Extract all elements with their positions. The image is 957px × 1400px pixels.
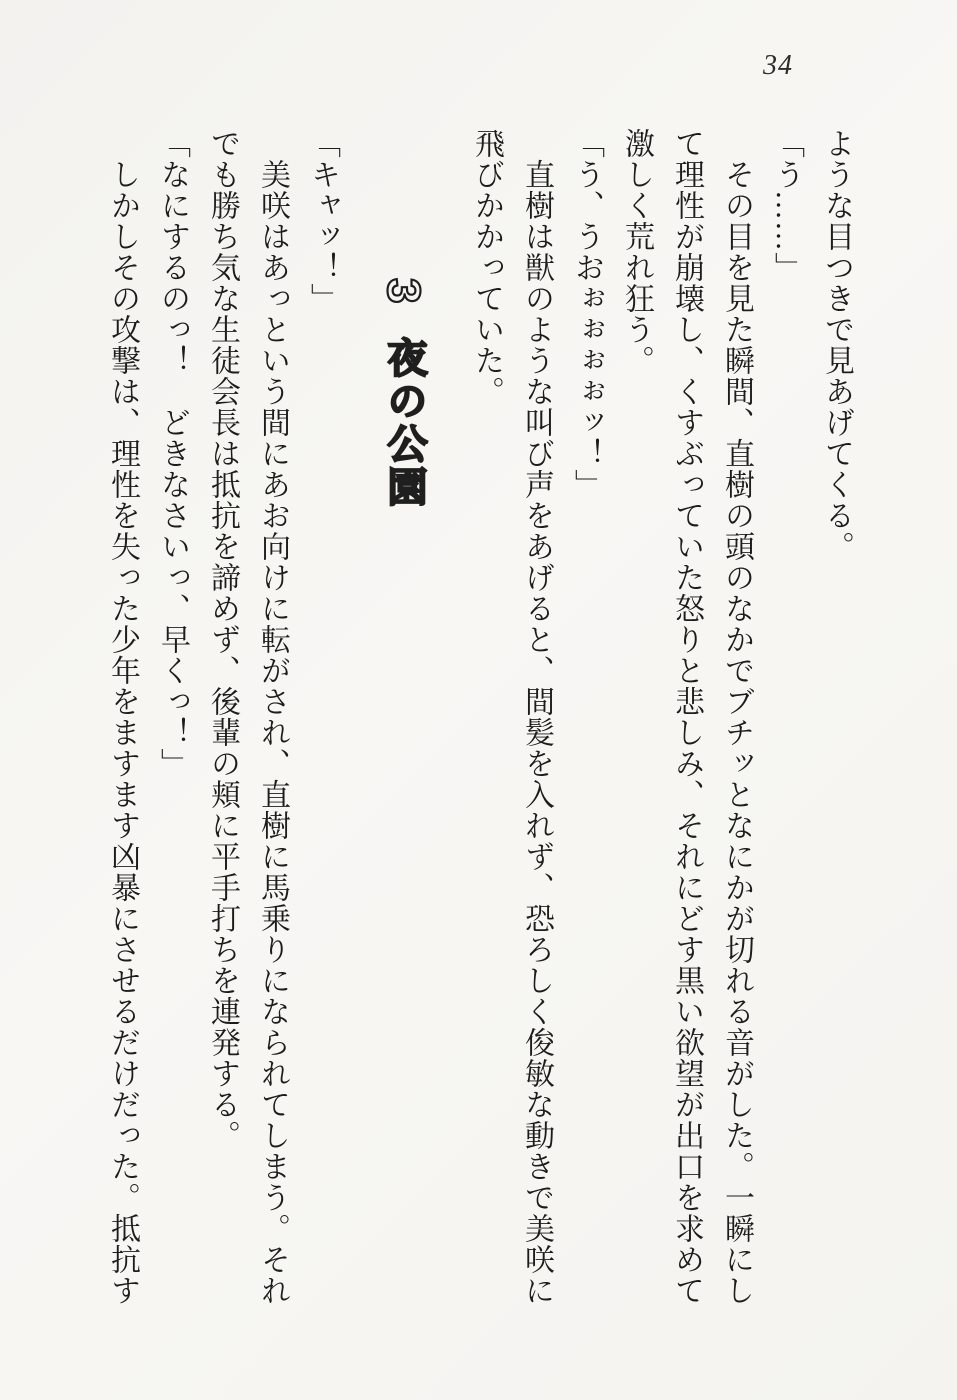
dialogue-line: 「う……」 bbox=[770, 128, 803, 283]
chapter-number: 3 bbox=[378, 278, 430, 307]
text-column: 美咲はあっという間にあお向けに転がされ、直樹に馬乗りになられてしまう。それ bbox=[256, 128, 289, 1306]
chapter-heading bbox=[371, 128, 437, 1318]
vertical-text-block bbox=[97, 128, 861, 1318]
text-column: 直樹は獣のような叫び声をあげると、間髪を入れず、恐ろしく俊敏な動きで美咲に bbox=[520, 128, 553, 1306]
dialogue-line: 「なにするのっ！ どきなさいっ、早くっ！」 bbox=[156, 128, 189, 779]
text-column: て理性が崩壊し、くすぶっていた怒りと悲しみ、それにどす黒い欲望が出口を求めて bbox=[670, 128, 703, 1306]
text-column: 激しく荒れ狂う。 bbox=[620, 128, 653, 376]
page-number: 34 bbox=[763, 50, 793, 81]
dialogue-line: 「う、うおぉぉぉぉッ！」 bbox=[570, 128, 603, 500]
chapter-title: 夜の公園 bbox=[382, 336, 426, 509]
text-column: その目を見た瞬間、直樹の頭のなかでブチッとなにかが切れる音がした。一瞬にし bbox=[720, 128, 753, 1306]
text-column: でも勝ち気な生徒会長は抵抗を諦めず、後輩の頬に平手打ちを連発する。 bbox=[206, 128, 239, 1151]
heading-spacer bbox=[404, 307, 405, 337]
dialogue-line: 「キャッ！」 bbox=[306, 128, 339, 314]
text-column: ような目つきで見あげてくる。 bbox=[820, 128, 853, 562]
text-column: 飛びかかっていた。 bbox=[470, 128, 503, 407]
text-column: しかしその攻撃は、理性を失った少年をますます凶暴にさせるだけだった。抵抗す bbox=[106, 128, 139, 1306]
